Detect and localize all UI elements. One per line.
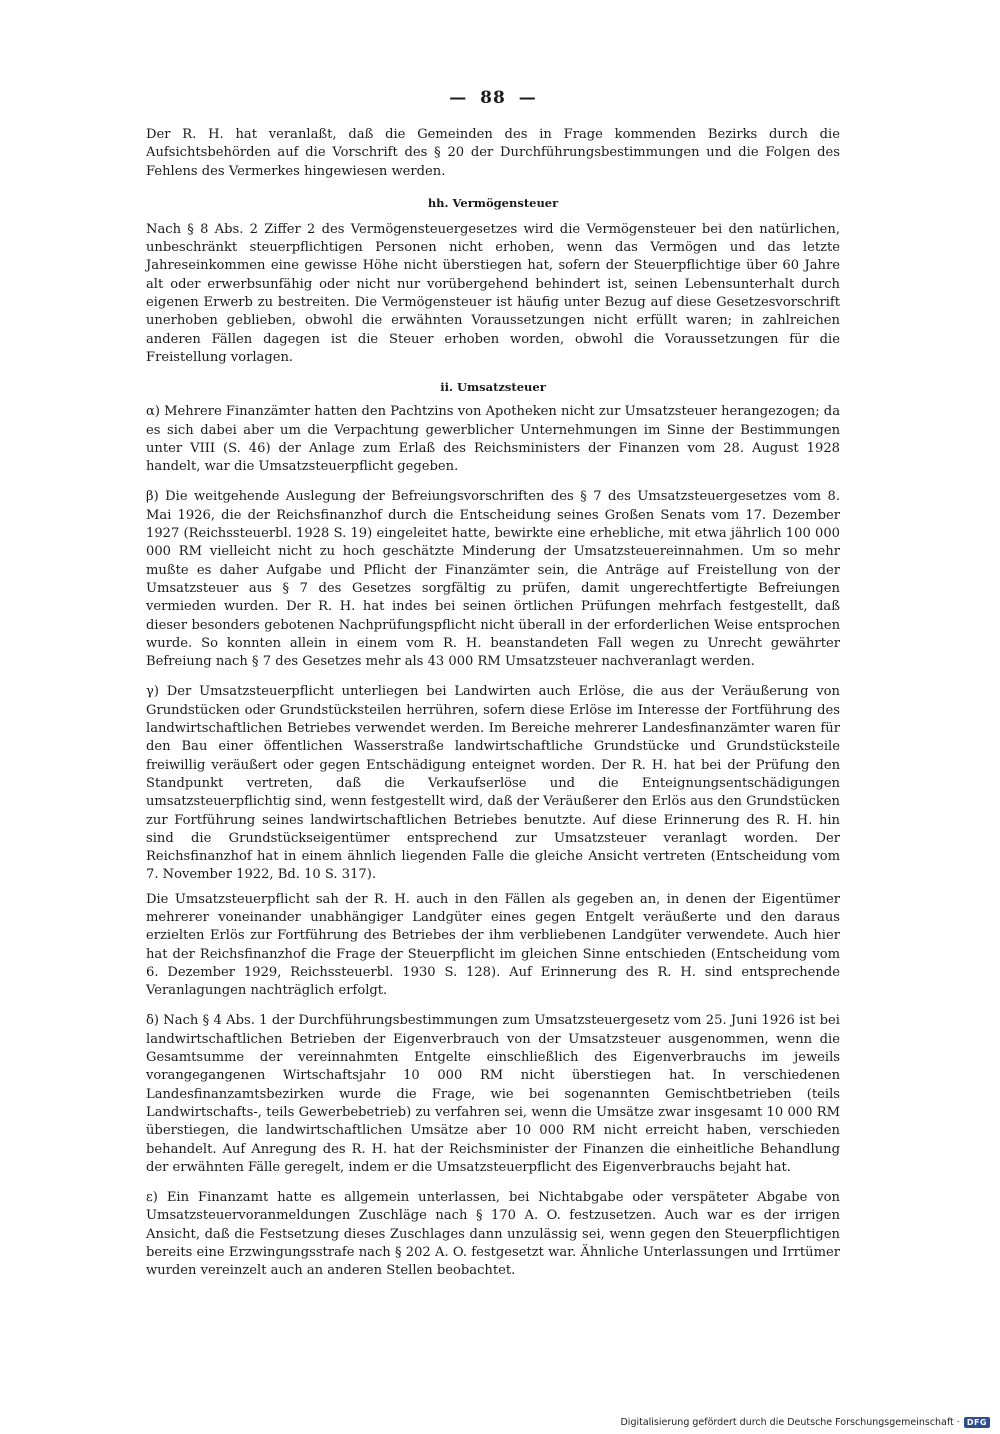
paragraph-alpha: α) Mehrere Finanzämter hatten den Pachtzins von Apotheken nicht zur Umsatzsteuer herangezogen; da es sich dabei aber um die Verpachtung gewerblicher Unternehmungen im Sinne der Bestimmungen unter VIII (S. 46) der Anlage zum Erlaß des Reichsministers der Finanzen vom 28. August 1928 handelt, war die Umsatzsteuerpflicht gegeben.	[146, 404, 840, 475]
page-number: — 88 —	[449, 88, 537, 108]
paragraph-delta: δ) Nach § 4 Abs. 1 der Durchführungsbestimmungen zum Umsatzsteuergesetz vom 25. Juni 1926 ist bei landwirtschaftlichen Betrieben der Eigenverbrauch von der Umsatzsteuer ausgenommen, wenn die Gesamtsumme der vereinnahmten Entgelte einschließlich des Eigenverbrauchs im jeweils vorangegangenen Wirtschaftsjahr 10 000 RM nicht überstiegen hat. In verschiedenen Landesfinanzamtsbezirken wurde die Frage, wie bei sogenannten Gemischtbetrieben (teils Landwirtschafts-, teils Gewerbebetrieb) zu verfahren sei, wenn die Umsätze zwar insgesamt 10 000 RM überstiegen, die landwirtschaftlichen Umsätze aber 10 000 RM nicht erreicht haben, verschieden behandelt. Auf Anregung des R. H. hat der Reichsminister der Finanzen die einheitliche Behandlung der erwähnten Fälle geregelt, indem er die Umsatzsteuerpflicht des Eigenverbrauchs bejaht hat.	[146, 1013, 840, 1175]
dfg-logo-icon: DFG	[964, 1417, 990, 1428]
paragraph-vermoegensteuer: Nach § 8 Abs. 2 Ziffer 2 des Vermögensteuergesetzes wird die Vermögensteuer bei den natürlichen, unbeschränkt steuerpflichtigen Personen nicht erhoben, wenn das Vermögen und das letzte Jahreseinkommen eine gewisse Höhe nicht überstiegen hat, sofern der Steuerpflichtige über 60 Jahre alt oder erwerbsunfähig oder nicht nur vorübergehend behindert ist, seinen Lebensunterhalt durch eigenen Erwerb zu bestreiten. Die Vermögensteuer ist häufig unter Bezug auf diese Gesetzesvorschrift unerhoben geblieben, obwohl die erwähnten Voraussetzungen nicht erfüllt waren; in zahlreichen anderen Fällen dagegen ist die Steuer erhoben worden, obwohl die Voraussetzungen für die Freistellung vorlagen.	[146, 221, 840, 365]
paragraph-beta: β) Die weitgehende Auslegung der Befreiungsvorschriften des § 7 des Umsatzsteuergesetzes vom 8. Mai 1926, die der Reichsfinanzhof durch die Entscheidung seines Großen Senats vom 17. Dezember 1927 (Reichssteuerbl. 1928 S. 19) eingeleitet hatte, bewirkte eine erhebliche, mit etwa jährlich 100 000 000 RM vielleicht nicht zu hoch geschätzte Minderung der Umsatzsteuereinnahmen. Um so mehr mußte es daher Aufgabe und Pflicht der Finanzämter sein, die Anträge auf Freistellung von der Umsatzsteuer aus § 7 des Gesetzes sorgfältig zu prüfen, damit ungerechtfertigte Befreiungen vermieden wurden. Der R. H. hat indes bei seinen örtlichen Prüfungen mehrfach festgestellt, daß dieser besonders gebotenen Nachprüfungspflicht nicht überall in der erforderlichen Weise entsprochen wurde. So konnten allein in einem vom R. H. beanstandeten Fall wegen zu Unrecht gewährter Befreiung nach § 7 des Gesetzes mehr als 43 000 RM Umsatzsteuer nachveranlagt werden.	[146, 489, 840, 670]
section-heading-vermoegensteuer: hh. Vermögensteuer	[427, 195, 559, 210]
section-heading-umsatzsteuer: ii. Umsatzsteuer	[440, 380, 546, 395]
document-page	[146, 88, 840, 1281]
digitization-footer	[620, 1417, 990, 1428]
paragraph-intro: Der R. H. hat veranlaßt, daß die Gemeinden des in Frage kommenden Bezirks durch die Aufsichtsbehörden auf die Vorschrift des § 20 der Durchführungsbestimmungen und die Folgen des Fehlens des Vermerkes hingewiesen werden.	[146, 127, 840, 179]
paragraph-gamma: γ) Der Umsatzsteuerpflicht unterliegen bei Landwirten auch Erlöse, die aus der Veräußerung von Grundstücken oder Grundstücksteilen herrühren, sofern diese Erlöse im Interesse der Fortführung des landwirtschaftlichen Betriebes verwendet werden. Im Bereiche mehrerer Landesfinanzämter waren für den Bau einer öffentlichen Wasserstraße landwirtschaftliche Grundstücke und Grundstücksteile freiwillig veräußert oder gegen Entschädigung enteignet worden. Der R. H. hat bei der Prüfung den Standpunkt vertreten, daß die Verkaufserlöse und die Enteignungsentschädigungen umsatzsteuerpflichtig sind, wenn festgestellt wird, daß der Veräußerer den Erlös aus den Grundstücken zur Fortführung seines landwirtschaftlichen Betriebes benutzte. Auf diese Erinnerung des R. H. hin sind die Grundstückseigentümer entsprechend zur Umsatzsteuer veranlagt worden. Der Reichsfinanzhof hat in einem ähnlich liegenden Falle die gleiche Ansicht vertreten (Entscheidung vom 7. November 1922, Bd. 10 S. 317).	[146, 684, 840, 883]
paragraph-gamma-continued: Die Umsatzsteuerpflicht sah der R. H. auch in den Fällen als gegeben an, in denen der Eigentümer mehrerer voneinander unabhängiger Landgüter eines gegen Entgelt veräußerte und den daraus erzielten Erlös zur Fortführung des Betriebes der ihm verbliebenen Landgüter verwendete. Auch hier hat der Reichsfinanzhof die Frage der Steuerpflicht im gleichen Sinne entschieden (Entscheidung vom 6. Dezember 1929, Reichssteuerbl. 1930 S. 128). Auf Erinnerung des R. H. sind entsprechende Veranlagungen nachträglich erfolgt.	[146, 891, 840, 999]
paragraph-epsilon: ε) Ein Finanzamt hatte es allgemein unterlassen, bei Nichtabgabe oder verspäteter Abgabe von Umsatzsteuervoranmeldungen Zuschläge nach § 170 A. O. festzusetzen. Auch war es der irrigen Ansicht, daß die Festsetzung dieses Zuschlages dann unzulässig sei, wenn gegen den Steuerpflichtigen bereits eine Erzwingungsstrafe nach § 202 A. O. festgesetzt war. Ähnliche Unterlassungen und Irrtümer wurden vereinzelt auch an anderen Stellen beobachtet.	[146, 1190, 840, 1279]
footer-text: Digitalisierung gefördert durch die Deutsche Forschungsgemeinschaft ·	[620, 1417, 960, 1428]
